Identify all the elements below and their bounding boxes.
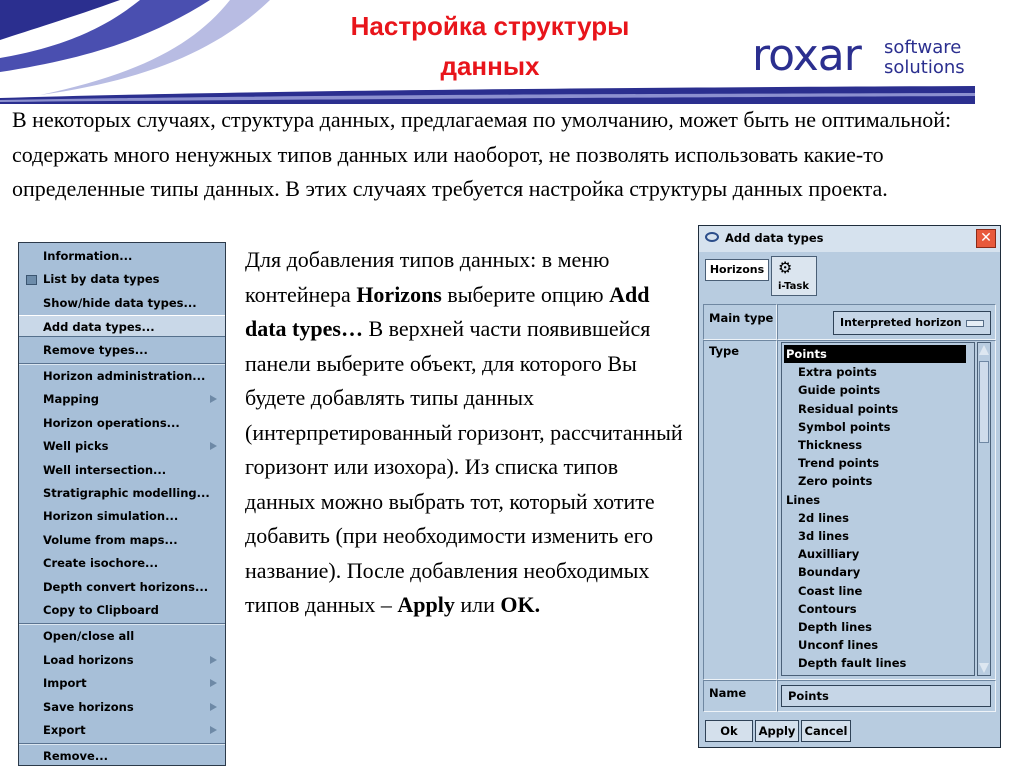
add-data-types-dialog xyxy=(698,225,1001,748)
tab-itask-label: i-Task xyxy=(778,281,809,292)
close-button[interactable]: ✕ xyxy=(976,229,996,248)
menu-item[interactable] xyxy=(19,482,225,504)
menu-item[interactable] xyxy=(19,625,225,647)
menu-item[interactable] xyxy=(19,719,225,741)
menu-item-label: Remove... xyxy=(43,749,108,764)
menu-item[interactable] xyxy=(19,649,225,671)
logo-tagline: software solutions xyxy=(884,37,965,78)
type-list-item[interactable]: Trend points xyxy=(798,456,880,471)
menu-item-label: Create isochore... xyxy=(43,556,159,571)
submenu-arrow-icon xyxy=(210,679,217,687)
menu-item[interactable] xyxy=(19,412,225,434)
type-list-item[interactable]: 3d lines xyxy=(798,529,849,543)
name-field[interactable] xyxy=(781,685,991,707)
cancel-button[interactable]: Cancel xyxy=(801,720,851,742)
instructions-paragraph: Для добавления типов данных: в меню контейнера Horizons выберите опцию Add data types… В верхней части появившейся панели выберите объект, для которого Вы будете добавлять типы данных (интерпретированный горизонт, рассчитанный горизонт или изохора). Из списка типов данных можно выбрать тот, который хотите добавить (при необходимости изменить его название). После добавления необходимых типов данных – Apply или OK. xyxy=(245,247,683,617)
menu-item-label: Remove types... xyxy=(43,342,148,357)
page-title: Настройка структуры данных xyxy=(350,11,630,81)
type-list-item[interactable]: Coast line xyxy=(798,583,863,598)
menu-item[interactable] xyxy=(19,552,225,574)
menu-item[interactable] xyxy=(19,459,225,481)
menu-item[interactable] xyxy=(19,365,225,387)
dropdown-button-icon xyxy=(966,320,984,327)
menu-item-label: Horizon administration... xyxy=(43,369,206,383)
type-list-item[interactable]: Depth fault lines xyxy=(798,656,907,671)
tab-itask[interactable] xyxy=(771,256,817,296)
scroll-down-icon[interactable] xyxy=(979,663,989,673)
type-list-item[interactable]: Extra points xyxy=(798,365,877,380)
menu-item-label: Mapping xyxy=(43,392,100,407)
menu-item-label: Well intersection... xyxy=(43,462,167,477)
type-list-item[interactable]: Thickness xyxy=(798,438,863,452)
eye-icon xyxy=(705,232,719,242)
menu-item-label: Export xyxy=(43,723,86,737)
type-label-cell xyxy=(703,340,777,680)
type-label: Type xyxy=(709,344,740,358)
dialog-titlebar[interactable] xyxy=(699,226,1000,252)
type-list-item[interactable]: Points xyxy=(784,345,966,363)
menu-item[interactable] xyxy=(19,268,225,290)
menu-item-label: Well picks xyxy=(43,439,109,454)
menu-item-label: Load horizons xyxy=(43,652,134,667)
menu-item[interactable] xyxy=(19,745,225,767)
menu-item[interactable] xyxy=(19,505,225,527)
intro-paragraph: В некоторых случаях, структура данных, предлагаемая по умолчанию, может быть не оптимальной: содержать много ненужных типов данных или наоборот, не позволять использовать какие-то определенные типы данных. В этих случаях требуется настройка структуры данных проекта. xyxy=(12,107,952,201)
menu-item[interactable] xyxy=(19,599,225,621)
type-list-item[interactable]: Lines xyxy=(786,492,821,507)
submenu-arrow-icon xyxy=(210,656,217,664)
type-list-item[interactable]: Guide points xyxy=(798,383,881,398)
main-type-value: Interpreted horizon xyxy=(840,316,962,329)
type-list-item[interactable]: Depth lines xyxy=(798,620,872,634)
menu-item-label: Information... xyxy=(43,249,133,263)
menu-item[interactable] xyxy=(19,315,225,337)
type-list-item[interactable]: Auxilliary xyxy=(798,547,860,562)
apply-button[interactable]: Apply xyxy=(755,720,799,742)
menu-item-label: Stratigraphic modelling... xyxy=(43,486,210,500)
horizons-context-menu xyxy=(18,242,226,766)
menu-item-label: Horizon simulation... xyxy=(43,509,179,524)
scroll-thumb[interactable] xyxy=(979,361,989,443)
dialog-title: Add data types xyxy=(725,231,824,245)
submenu-arrow-icon xyxy=(210,726,217,734)
type-list-scrollbar[interactable] xyxy=(977,342,991,676)
type-list-item[interactable]: Contours xyxy=(798,601,857,616)
menu-item[interactable] xyxy=(19,529,225,551)
submenu-arrow-icon xyxy=(210,442,217,450)
main-type-label: Main type xyxy=(709,311,774,325)
ok-button[interactable]: Ok xyxy=(705,720,753,742)
menu-item-label: Add data types... xyxy=(43,320,155,335)
menu-item[interactable] xyxy=(19,435,225,457)
type-list-item[interactable]: Residual points xyxy=(798,401,899,416)
type-list-item[interactable]: Boundary xyxy=(798,565,861,580)
tab-horizons[interactable]: Horizons xyxy=(705,259,769,281)
type-list-item[interactable]: 2d lines xyxy=(798,510,849,525)
menu-item[interactable] xyxy=(19,576,225,598)
submenu-arrow-icon xyxy=(210,395,217,403)
menu-item-label: Copy to Clipboard xyxy=(43,603,159,617)
menu-item-label: Depth convert horizons... xyxy=(43,579,209,594)
roxar-logo xyxy=(752,30,992,84)
menu-item[interactable] xyxy=(19,245,225,267)
menu-item-label: Open/close all xyxy=(43,629,135,644)
gears-icon: ⚙ xyxy=(778,258,793,277)
scroll-up-icon[interactable] xyxy=(979,345,989,355)
type-list[interactable] xyxy=(781,342,975,676)
type-list-item[interactable]: Unconf lines xyxy=(798,638,879,653)
menu-item-label: Volume from maps... xyxy=(43,532,178,547)
submenu-arrow-icon xyxy=(210,703,217,711)
menu-item-label: Import xyxy=(43,676,87,691)
type-list-item[interactable]: Zero points xyxy=(798,474,873,489)
menu-item[interactable] xyxy=(19,388,225,410)
main-type-dropdown[interactable] xyxy=(833,311,991,335)
menu-item-label: Show/hide data types... xyxy=(43,295,197,310)
menu-item-label: List by data types xyxy=(43,272,160,287)
logo-wordmark: roxar xyxy=(752,30,861,81)
menu-item[interactable] xyxy=(19,672,225,694)
menu-item[interactable] xyxy=(19,292,225,314)
menu-item[interactable] xyxy=(19,339,225,361)
checkbox-icon[interactable] xyxy=(26,275,37,285)
name-label: Name xyxy=(709,686,747,700)
menu-item[interactable] xyxy=(19,696,225,718)
type-list-item[interactable]: Symbol points xyxy=(798,419,891,434)
menu-item-label: Save horizons xyxy=(43,699,134,714)
menu-item-label: Horizon operations... xyxy=(43,415,180,430)
